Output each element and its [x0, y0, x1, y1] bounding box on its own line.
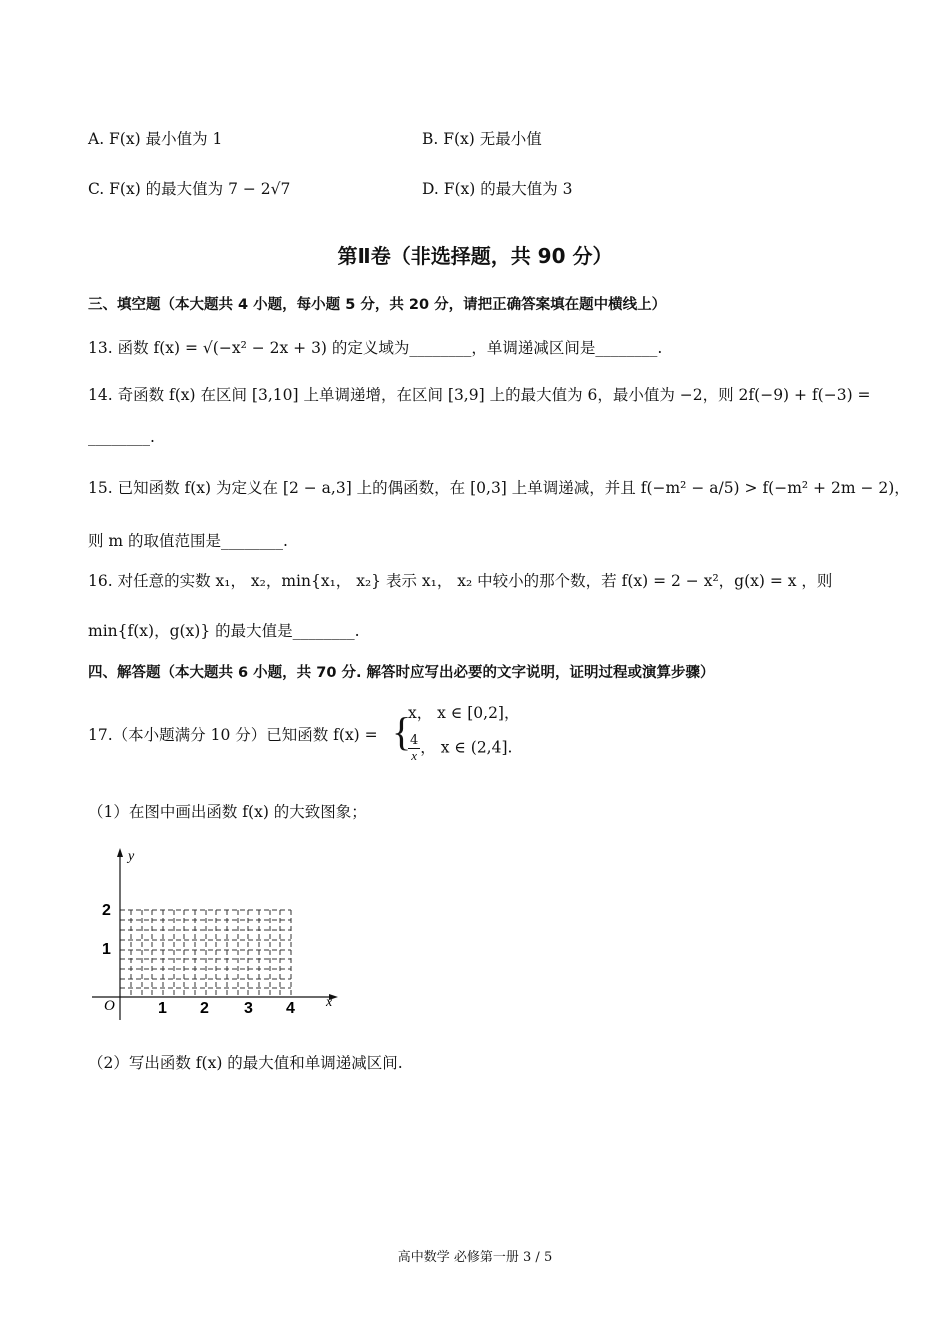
question-17-case2 [408, 734, 512, 763]
option-a: A. F(x) 最小值为 1 [88, 130, 223, 148]
section-3-heading: 三、填空题（本大题共 4 小题，每小题 5 分，共 20 分，请把正确答案填在题中横线上） [88, 297, 667, 313]
option-c: C. F(x) 的最大值为 7 − 2√7 [88, 180, 291, 198]
option-d: D. F(x) 的最大值为 3 [422, 180, 573, 198]
question-13: 13. 函数 f(x) = √(−x² − 2x + 3) 的定义域为________，单调递减区间是________. [88, 339, 663, 357]
page-footer: 高中数学 必修第一册 3 / 5 [397, 1250, 553, 1265]
question-17-case1: x， x ∈ [0,2]， [408, 704, 520, 722]
fraction-denominator: x [411, 748, 418, 763]
question-14-line1: 14. 奇函数 f(x) 在区间 [3,10] 上单调递增，在区间 [3,9] 上的最大值为 6，最小值为 −2，则 2f(−9) + f(−3) = [88, 386, 871, 404]
question-17-part2: （2）写出函数 f(x) 的最大值和单调递减区间. [88, 1054, 403, 1072]
question-17-case2-tail: ， x ∈ (2,4]. [420, 738, 513, 757]
piecewise-brace: { [392, 709, 412, 754]
question-17-part1: （1）在图中画出函数 f(x) 的大致图象； [88, 803, 367, 821]
question-15-line2: 则 m 的取值范围是________. [88, 532, 288, 550]
origin-label: O [104, 998, 115, 1014]
x-tick-3: 3 [244, 1000, 253, 1017]
question-16-line1: 16. 对任意的实数 x₁， x₂，min{x₁， x₂} 表示 x₁， x₂ 中较小的那个数，若 f(x) = 2 − x²，g(x) = x ，则 [88, 572, 833, 590]
section-title: 第Ⅱ卷（非选择题，共 90 分） [337, 244, 613, 268]
fraction-numerator: 4 [410, 733, 419, 748]
dashed-grid [120, 910, 291, 997]
question-14-line2: ________. [88, 428, 155, 446]
y-axis-label: y [128, 849, 135, 864]
y-axis-arrow [117, 848, 123, 857]
y-tick-1: 1 [102, 941, 111, 958]
question-15-line1: 15. 已知函数 f(x) 为定义在 [2 − a,3] 上的偶函数，在 [0,3] 上单调递减，并且 f(−m² − a/5) > f(−m² + 2m − 2)， [88, 479, 910, 497]
y-tick-2: 2 [102, 902, 111, 919]
x-tick-2: 2 [200, 1000, 209, 1017]
option-b: B. F(x) 无最小值 [422, 130, 542, 148]
fraction [408, 734, 420, 763]
x-tick-1: 1 [158, 1000, 167, 1017]
coordinate-grid-figure [88, 842, 348, 1032]
x-axis-label: x [326, 995, 333, 1010]
section-4-heading: 四、解答题（本大题共 6 小题，共 70 分. 解答时应写出必要的文字说明，证明过程或演算步骤） [88, 665, 715, 681]
question-16-line2: min{f(x)，g(x)} 的最大值是________. [88, 622, 360, 640]
x-tick-4: 4 [286, 1000, 295, 1017]
question-17-prefix: 17.（本小题满分 10 分）已知函数 f(x) = [88, 726, 378, 744]
